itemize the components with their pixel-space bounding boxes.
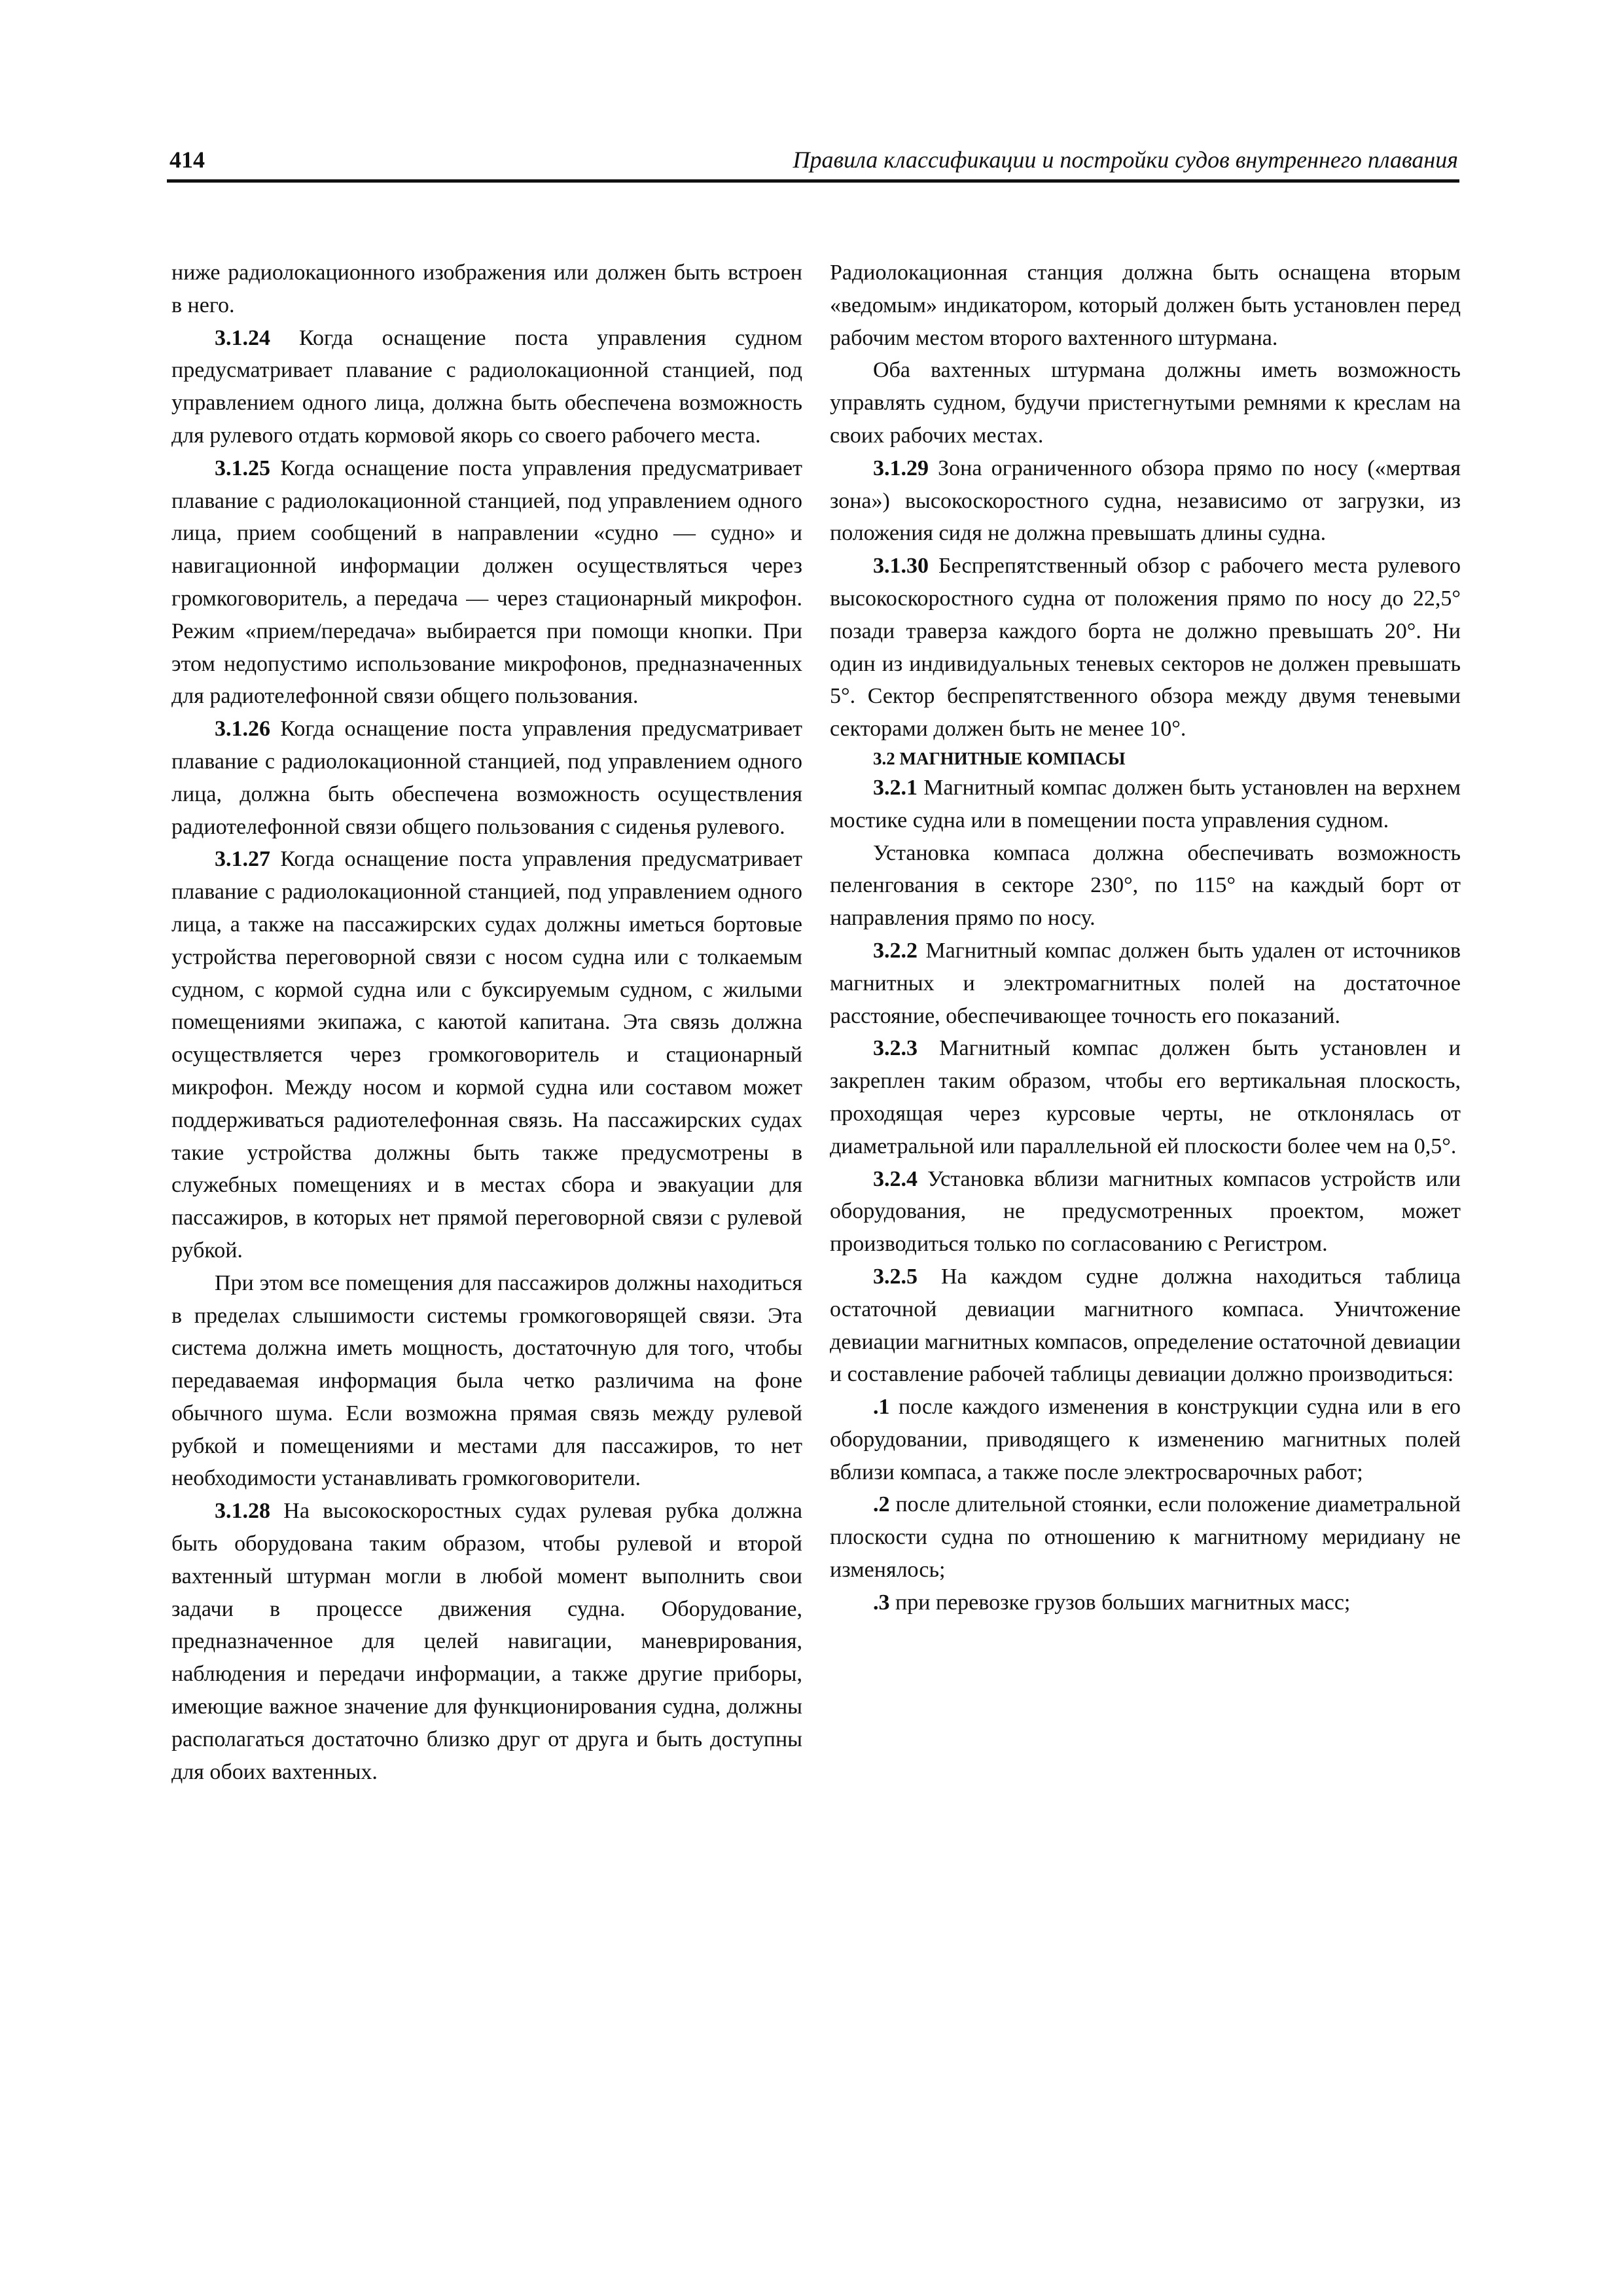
list-item: .1 после каждого изменения в конструкции судна или в его оборудовании, приводящего к изменению магнитных полей вблизи компаса, а также после электросварочных работ; bbox=[830, 1395, 1461, 1484]
clause-number: 3.1.26 bbox=[215, 717, 270, 742]
list-item: .2 после длительной стоянки, если положение диаметральной плоскости судна по отношению к магнитному меридиану не изменялось; bbox=[830, 1492, 1461, 1583]
paragraph-3-2-1: 3.2.1 Магнитный компас должен быть установлен на верхнем мостике судна или в помещении поста управления судном. bbox=[830, 775, 1461, 833]
list-item: .3 при перевозке грузов больших магнитных масс; bbox=[873, 1590, 1351, 1615]
paragraph-3-1-30: 3.1.30 Беспрепятственный обзор с рабочего места рулевого высокоскоростного судна от положения прямо по носу до 22,5° позади траверза каждого борта не должно превышать 20°. Ни один из индивидуальных теневых секторов не должен превышать 5°. Сектор беспрепятственного обзора между двумя теневыми секторами должен быть не менее 10°. bbox=[830, 554, 1461, 742]
paragraph-3-2-2: 3.2.2 Магнитный компас должен быть удален от источников магнитных и электромагнитных полей на достаточное расстояние, обеспечивающее точность его показаний. bbox=[830, 938, 1461, 1028]
paragraph-3-1-27: 3.1.27 Когда оснащение поста управления предусматривает плавание с радиолокационной станцией, под управлением одного лица, а также на пассажирских судах должны иметься бортовые устройства переговорной связи с носом судна или с толкаемым судном, с кормой судна или с буксируемым судном, с жилыми помещениями экипажа, с каютой капитана. Эта связь должна осуществляется через громкоговоритель и стационарный микрофон. Между носом и кормой судна или составом может поддерживаться радиотелефонная связь. На пассажирских судах такие устройства должны быть также предусмотрены в служебных помещениях и в местах сбора и эвакуации для пассажиров, в которых нет прямой переговорной связи с рулевой рубкой. bbox=[171, 847, 802, 1263]
paragraph-3-2-5: 3.2.5 На каждом судне должна находиться таблица остаточной девиации магнитного компаса. Уничтожение девиации магнитных компасов, определение остаточной девиации и составление рабочей таблицы девиации должно производиться: bbox=[830, 1264, 1461, 1387]
right-column bbox=[830, 257, 1461, 1619]
clause-number: 3.2.4 bbox=[873, 1166, 918, 1191]
clause-number: 3.1.30 bbox=[873, 554, 929, 579]
paragraph: Оба вахтенных штурмана должны иметь возможность управлять судном, будучи пристегнутыми ремнями к креслам на своих рабочих местах. bbox=[830, 358, 1461, 448]
paragraph: При этом все помещения для пассажиров должны находиться в пределах слышимости системы громкоговорящей связи. Эта система должна иметь мощность, достаточную для того, чтобы передаваемая информация была четко различима на фоне обычного шума. Если возможна прямая связь между рулевой рубкой и помещениями и местами для пассажиров, то нет необходимости устанавливать громкоговорители. bbox=[171, 1270, 802, 1491]
paragraph: ниже радиолокационного изображения или должен быть встроен в него. bbox=[171, 260, 802, 317]
running-title: Правила классификации и постройки судов внутреннего плавания bbox=[793, 147, 1458, 173]
paragraph-3-2-4: 3.2.4 Установка вблизи магнитных компасов устройств или оборудования, не предусмотренных проектом, может производиться только по согласованию с Регистром. bbox=[830, 1166, 1461, 1257]
left-column bbox=[171, 257, 802, 1788]
clause-number: 3.1.28 bbox=[215, 1499, 270, 1524]
clause-number: 3.2.1 bbox=[873, 775, 918, 800]
clause-number: 3.1.29 bbox=[873, 456, 929, 480]
clause-number: 3.1.24 bbox=[215, 325, 270, 350]
clause-number: 3.1.27 bbox=[215, 847, 270, 872]
paragraph-3-1-26: 3.1.26 Когда оснащение поста управления предусматривает плавание с радиолокационной станцией, под управлением одного лица, должна быть обеспечена возможность осуществления радиотелефонной связи общего пользования с сиденья рулевого. bbox=[171, 717, 802, 839]
list-number: .3 bbox=[873, 1590, 890, 1615]
paragraph-3-1-25: 3.1.25 Когда оснащение поста управления предусматривает плавание с радиолокационной станцией, под управлением одного лица, прием сообщений в направлении «судно — судно» и навигационной информации должен осуществляться через громкоговоритель, а передача — через стационарный микрофон. Режим «прием/передача» выбирается при помощи кнопки. При этом недопустимо использование микрофонов, предназначенных для радиотелефонной связи общего пользования. bbox=[171, 456, 802, 709]
paragraph-3-1-29: 3.1.29 Зона ограниченного обзора прямо по носу («мертвая зона») высокоскоростного судна, независимо от загрузки, из положения сидя не должна превышать длины судна. bbox=[830, 456, 1461, 546]
clause-number: 3.2.5 bbox=[873, 1264, 918, 1289]
clause-number: 3.2.3 bbox=[873, 1036, 918, 1061]
paragraph-3-1-24: 3.1.24 Когда оснащение поста управления судном предусматривает плавание с радиолокационной станцией, под управлением одного лица, должна быть обеспечена возможность для рулевого отдать кормовой якорь со своего рабочего места. bbox=[171, 325, 802, 448]
list-number: .1 bbox=[873, 1395, 890, 1420]
page-number: 414 bbox=[169, 147, 205, 173]
paragraph: Радиолокационная станция должна быть оснащена вторым «ведомым» индикатором, который должен быть установлен перед рабочим местом второго вахтенного штурмана. bbox=[830, 260, 1461, 350]
paragraph-3-1-28: 3.1.28 На высокоскоростных судах рулевая рубка должна быть оборудована таким образом, чтобы рулевой и второй вахтенный штурман могли в любой момент выполнить свои задачи в процессе движения судна. Оборудование, предназначенное для целей навигации, маневрирования, наблюдения и передачи информации, а также другие приборы, имеющие важное значение для функционирования судна, должны располагаться достаточно близко друг от друга и быть доступны для обоих вахтенных. bbox=[171, 1499, 802, 1784]
section-title: 3.2 МАГНИТНЫЕ КОМПАСЫ bbox=[873, 748, 1126, 768]
list-number: .2 bbox=[873, 1492, 890, 1517]
clause-number: 3.1.25 bbox=[215, 456, 270, 480]
page-header bbox=[167, 145, 1459, 183]
paragraph-3-2-3: 3.2.3 Магнитный компас должен быть установлен и закреплен таким образом, чтобы его вертикальная плоскость, проходящая через курсовые черты, не отклонялась от диаметральной или параллельной ей плоскости более чем на 0,5°. bbox=[830, 1036, 1461, 1158]
clause-number: 3.2.2 bbox=[873, 938, 918, 963]
paragraph: Установка компаса должна обеспечивать возможность пеленгования в секторе 230°, по 115° на каждый борт от направления прямо по носу. bbox=[830, 840, 1461, 931]
